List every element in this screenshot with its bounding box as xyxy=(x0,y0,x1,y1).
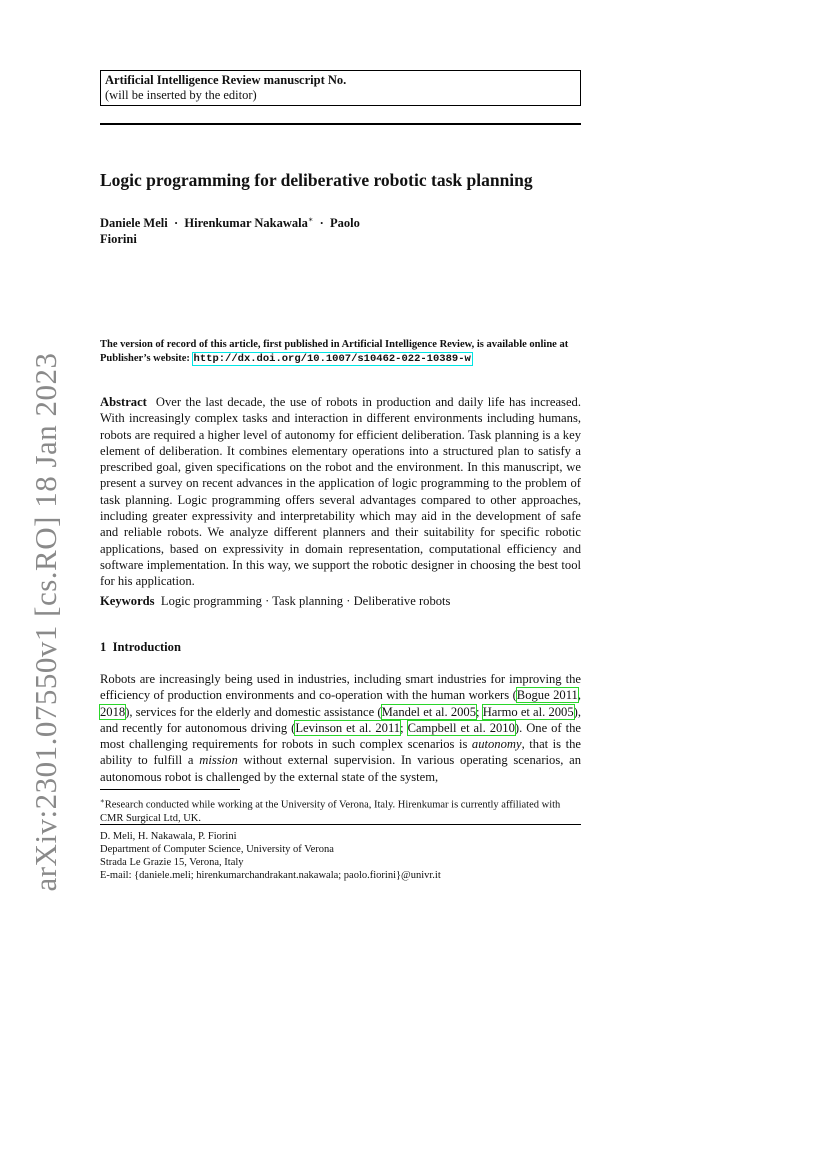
citation-link[interactable]: Campbell et al. 2010 xyxy=(407,720,515,735)
intro-text: ), services for the elderly and domestic assistance ( xyxy=(125,704,382,719)
record-text: The version of record of this article, first published in Artificial Intelligence Review, is available online at Publisher’s website: xyxy=(100,339,569,364)
citation-link[interactable]: Bogue 2011 xyxy=(516,688,578,703)
version-of-record-note xyxy=(100,338,581,366)
arxiv-side-stamp: arXiv:2301.07550v1 [cs.RO] 18 Jan 2023 xyxy=(28,352,63,892)
author-list xyxy=(100,212,420,247)
abstract xyxy=(100,394,581,590)
section-title: Introduction xyxy=(112,640,181,654)
affiliation-rule xyxy=(100,824,581,825)
abstract-text: Over the last decade, the use of robots in production and daily life has increased. With increasingly complex tasks and interaction in different environments including humans, robots are required a higher level of autonomy for efficient deliberation. Task planning is a key element of deliberation. It combines elementary operations into a structured plan to satisfy a prescribed goal, given specifications on the robot and the environment. In this manuscript, we present a survey on recent advances in the application of logic programming to the problem of task planning. Logic programming offers several advantages compared to other approaches, including greater expressivity and interpretability which may aid in the development of safe and reliable robots. We analyze different planners and their suitability for specific robotic applications, based on expressivity in domain representation, computational efficiency and software implementation. In this way, we support the robotic designer in choosing the best tool for his application. xyxy=(100,395,581,589)
intro-text: ). One of the most challenging requirements for robots in such complex scenarios is xyxy=(100,720,581,752)
intro-text: ), and recently for autonomous driving ( xyxy=(100,704,581,735)
intro-text: without external supervision. In various operating scenarios, an autonomous robot is challenged by the external state of the system, xyxy=(100,753,581,784)
doi-link[interactable]: http://dx.doi.org/10.1007/s10462-022-10389-w xyxy=(193,352,471,365)
affiliation-authors: D. Meli, H. Nakawala, P. Fiorini xyxy=(100,831,237,842)
author-fiorini-first: Paolo xyxy=(330,216,360,231)
intro-paragraph xyxy=(100,671,581,785)
abstract-label: Abstract xyxy=(100,395,147,409)
author-nakawala: Hirenkumar Nakawala xyxy=(184,216,308,231)
author-fiorini-last: Fiorini xyxy=(100,232,137,247)
section-number: 1 xyxy=(100,640,107,654)
keyword-separator: · xyxy=(346,594,351,608)
intro-text: , xyxy=(577,688,581,703)
footnote-marker: ∗ xyxy=(100,797,105,805)
keyword: Task planning xyxy=(272,594,344,608)
intro-text: , that is the ability to fulfill a xyxy=(100,737,581,768)
footnote-text: Research conducted while working at the University of Verona, Italy. Hirenkumar is currently affiliated with CMR Surgical Ltd, UK. xyxy=(100,799,561,824)
emphasis-autonomy: autonomy xyxy=(471,737,522,752)
keyword-separator: · xyxy=(265,594,270,608)
editor-box xyxy=(100,70,581,106)
author-separator: · xyxy=(319,216,324,231)
affiliation-department: Department of Computer Science, University of Verona xyxy=(100,844,334,855)
journal-line: Artificial Intelligence Review manuscript No. xyxy=(105,73,347,87)
intro-text: Robots are increasingly being used in industries, including smart industries for improving the efficiency of production environments and co-operation with the human workers ( xyxy=(100,672,581,703)
citation-link[interactable]: Levinson et al. 2011 xyxy=(295,720,401,735)
citation-link[interactable]: Harmo et al. 2005 xyxy=(482,704,574,719)
editor-note: (will be inserted by the editor) xyxy=(105,88,257,102)
intro-text: ; xyxy=(476,704,483,719)
section-heading xyxy=(100,640,181,655)
footnote xyxy=(100,795,581,825)
keywords-label: Keywords xyxy=(100,594,155,608)
author-separator: · xyxy=(173,216,179,231)
affiliation-block xyxy=(100,830,581,882)
footnote-rule xyxy=(100,789,240,790)
citation-link[interactable]: Mandel et al. 2005 xyxy=(381,704,477,719)
affiliation-email: E-mail: {daniele.meli; hirenkumarchandrakant.nakawala; paolo.fiorini}@univr.it xyxy=(100,870,441,881)
keywords xyxy=(100,593,581,609)
emphasis-mission: mission xyxy=(199,753,238,768)
author-meli: Daniele Meli xyxy=(100,216,168,231)
keyword: Logic programming xyxy=(160,594,262,608)
citation-link[interactable]: 2018 xyxy=(100,704,126,719)
page-title: Logic programming for deliberative robotic task planning xyxy=(100,170,533,190)
keyword: Deliberative robots xyxy=(353,594,451,608)
title-top-rule xyxy=(100,123,581,125)
affiliation-address: Strada Le Grazie 15, Verona, Italy xyxy=(100,857,244,868)
intro-text: ; xyxy=(400,720,408,735)
footnote-marker: ∗ xyxy=(307,215,314,224)
